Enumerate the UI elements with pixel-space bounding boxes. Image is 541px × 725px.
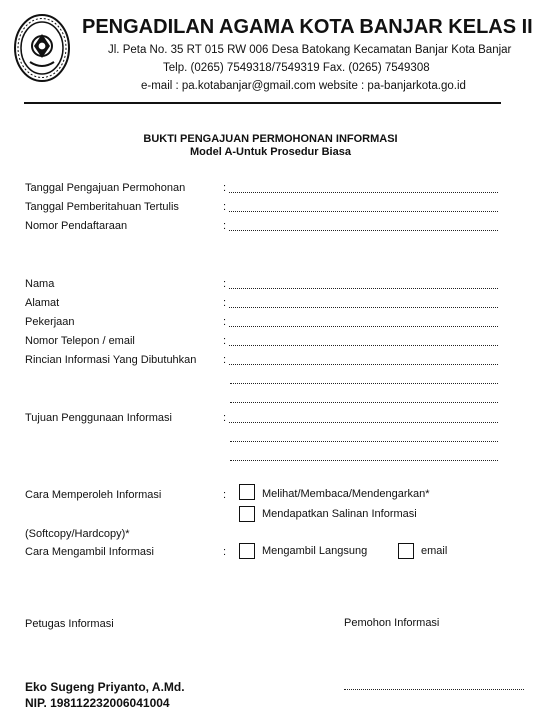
colon: : [223, 316, 227, 328]
softcopy-note: (Softcopy/Hardcopy)* [25, 528, 130, 540]
colon: : [223, 297, 227, 309]
field-line-nama[interactable] [229, 288, 498, 289]
applicant-signature-line[interactable] [344, 689, 524, 690]
officer-name: Eko Sugeng Priyanto, A.Md. [25, 680, 185, 694]
checkbox-melihat[interactable] [239, 484, 255, 500]
court-seal-icon [12, 12, 72, 84]
checkbox-email[interactable] [398, 543, 414, 559]
email-website-line: e-mail : pa.kotabanjar@gmail.com website : pa-banjarkota.go.id [141, 80, 466, 92]
field-line-pekerjaan[interactable] [229, 326, 498, 327]
option-email-label: email [421, 545, 448, 557]
cara-memperoleh-label: Cara Memperoleh Informasi [25, 489, 162, 501]
option-melihat-label: Melihat/Membaca/Mendengarkan* [262, 488, 430, 500]
field-label-rincian-informasi: Rincian Informasi Yang Dibutuhkan [25, 354, 197, 366]
field-line-nomor-pendaftaraan[interactable] [229, 230, 498, 231]
field-label-tanggal-pemberitahuan: Tanggal Pemberitahuan Tertulis [25, 201, 179, 213]
colon: : [223, 220, 227, 232]
field-line-tujuan-penggunaan[interactable] [229, 422, 498, 423]
colon: : [223, 182, 227, 194]
address-line: Jl. Peta No. 35 RT 015 RW 006 Desa Batokang Kecamatan Banjar Kota Banjar [108, 44, 512, 56]
field-line-tanggal-pemberitahuan[interactable] [229, 211, 498, 212]
field-label-nomor-pendaftaraan: Nomor Pendaftaraan [25, 220, 128, 232]
colon: : [223, 335, 227, 347]
field-label-nomor-telepon: Nomor Telepon / email [25, 335, 135, 347]
field-line-tujuan-penggunaan-2[interactable] [230, 441, 498, 442]
field-line-nomor-telepon[interactable] [229, 345, 498, 346]
option-salinan-label: Mendapatkan Salinan Informasi [262, 508, 417, 520]
field-label-tujuan-penggunaan: Tujuan Penggunaan Informasi [25, 412, 172, 424]
header-divider [24, 102, 501, 104]
field-label-tanggal-pengajuan: Tanggal Pengajuan Permohonan [25, 182, 186, 194]
phone-line: Telp. (0265) 7549318/7549319 Fax. (0265) 7549308 [163, 62, 430, 74]
officer-nip: NIP. 198112232006041004 [25, 696, 170, 710]
colon: : [223, 546, 227, 558]
field-line-rincian-informasi-2[interactable] [230, 383, 498, 384]
checkbox-salinan[interactable] [239, 506, 255, 522]
petugas-informasi-title: Petugas Informasi [25, 618, 114, 630]
field-label-nama: Nama [25, 278, 55, 290]
colon: : [223, 278, 227, 290]
organization-name: PENGADILAN AGAMA KOTA BANJAR KELAS II [82, 16, 533, 38]
field-label-pekerjaan: Pekerjaan [25, 316, 75, 328]
pemohon-informasi-title: Pemohon Informasi [344, 617, 440, 629]
checkbox-mengambil-langsung[interactable] [239, 543, 255, 559]
colon: : [223, 489, 227, 501]
field-line-rincian-informasi[interactable] [229, 364, 498, 365]
cara-mengambil-label: Cara Mengambil Informasi [25, 546, 154, 558]
colon: : [223, 412, 227, 424]
field-line-rincian-informasi-3[interactable] [230, 402, 498, 403]
option-mengambil-langsung-label: Mengambil Langsung [262, 545, 368, 557]
field-line-tanggal-pengajuan[interactable] [229, 192, 498, 193]
field-label-alamat: Alamat [25, 297, 60, 309]
document-title: BUKTI PENGAJUAN PERMOHONAN INFORMASI [143, 133, 398, 145]
colon: : [223, 354, 227, 366]
colon: : [223, 201, 227, 213]
field-line-alamat[interactable] [229, 307, 498, 308]
document-subtitle: Model A-Untuk Prosedur Biasa [190, 146, 351, 158]
field-line-tujuan-penggunaan-3[interactable] [230, 460, 498, 461]
